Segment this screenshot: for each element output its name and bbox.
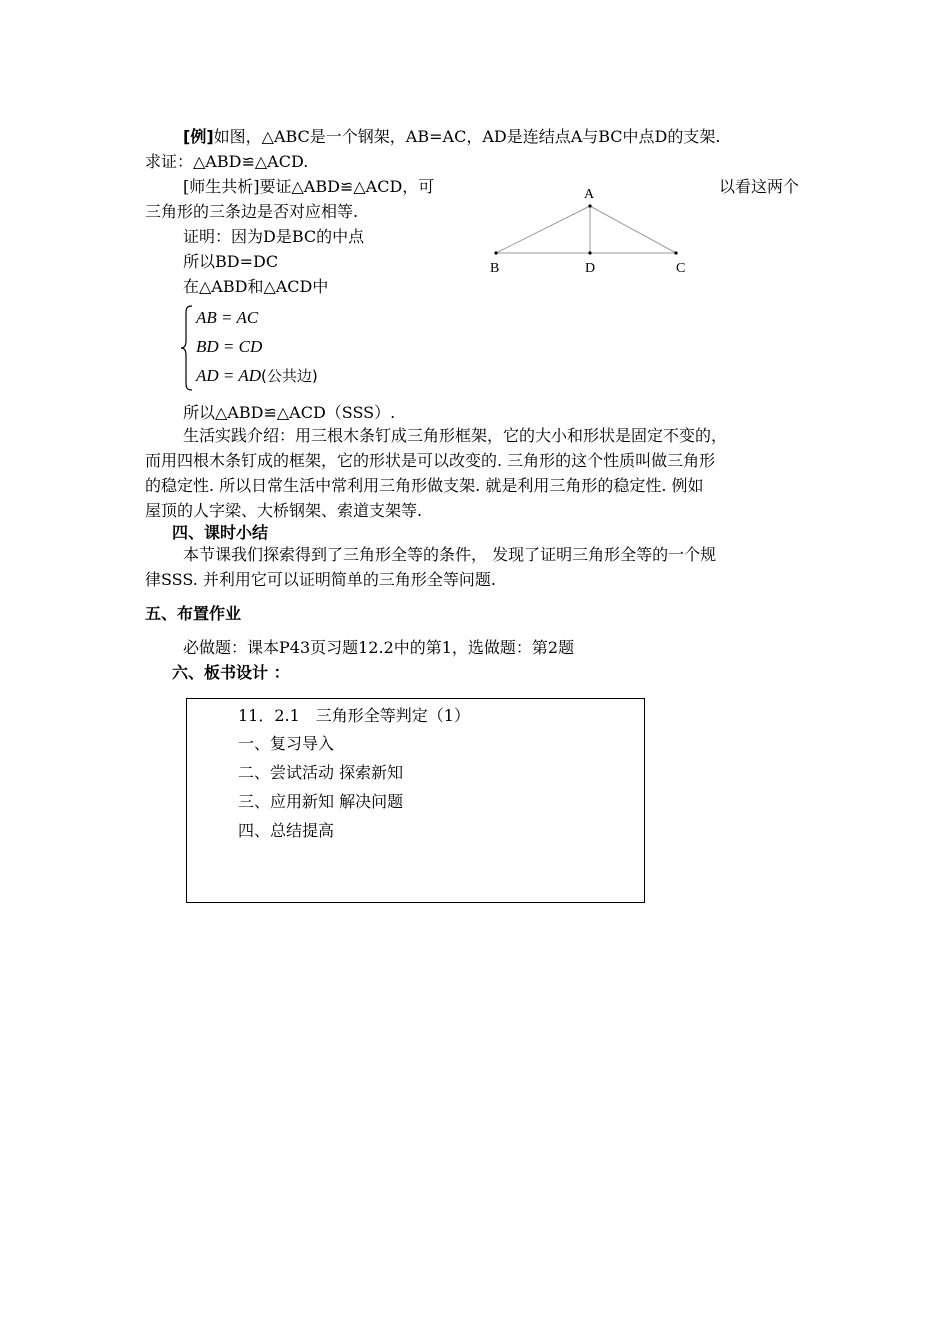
homework-text: 必做题：课本P43页习题12.2中的第1，选做题：第2题 [183, 638, 575, 657]
board-item: 一、复习导入 [238, 734, 335, 753]
proof-line-3: 在△ABD和△ACD中 [183, 277, 329, 296]
analysis-line-1-right: 以看这两个 [719, 177, 800, 196]
board-item: 三、应用新知 解决问题 [238, 792, 404, 811]
point-a [588, 204, 591, 207]
point-c [674, 251, 677, 254]
homework-heading: 五、布置作业 [145, 604, 242, 623]
eq3-lhs: AD [196, 366, 219, 385]
board-design-box [186, 698, 645, 903]
equation-2: BD = CD [196, 337, 263, 356]
equation-1: AB = AC [196, 308, 259, 327]
eq1-rhs: AC [236, 308, 259, 327]
point-b [494, 251, 497, 254]
board-heading: 六、板书设计 ： [172, 663, 290, 682]
practice-line-1: 生活实践介绍：用三根木条钉成三角形框架，它的大小和形状是固定不变的， [183, 426, 728, 445]
eq3-rhs: AD [238, 366, 262, 385]
analysis-line-2: 三角形的三条边是否对应相等. [145, 202, 359, 221]
example-line-2: 求证：△ABD≌△ACD. [145, 152, 309, 171]
side-ab [496, 206, 590, 253]
eq2-rhs: CD [238, 337, 263, 356]
proof-line-1: 证明：因为D是BC的中点 [183, 227, 365, 246]
proof-conclusion: 所以△ABD≌△ACD（SSS）. [183, 403, 396, 422]
label-c: C [676, 261, 686, 276]
left-brace [180, 305, 194, 391]
example-text: 如图，△ABC是一个钢架，AB=AC，AD是连结点A与BC中点D的支架. [213, 127, 721, 146]
eq3-note: (公共边) [261, 367, 318, 385]
point-d [588, 251, 591, 254]
example-tag: [例] [183, 127, 214, 146]
proof-line-2: 所以BD=DC [183, 252, 279, 271]
practice-line-2: 而用四根木条钉成的框架，它的形状是可以改变的. 三角形的这个性质叫做三角形 [145, 451, 716, 470]
summary-line-2: 律SSS. 并利用它可以证明简单的三角形全等问题. [145, 570, 497, 589]
example-line-1 [183, 127, 720, 147]
summary-heading: 四、课时小结 [172, 523, 269, 542]
label-d: D [585, 261, 596, 276]
eq2-lhs: BD [196, 337, 219, 356]
practice-line-4: 屋顶的人字梁、大桥钢架、索道支架等. [145, 501, 423, 520]
triangle-figure [484, 180, 694, 280]
label-a: A [584, 187, 595, 202]
board-item: 二、尝试活动 探索新知 [238, 763, 404, 782]
summary-line-1: 本节课我们探索得到了三角形全等的条件， 发现了证明三角形全等的一个规 [183, 545, 717, 564]
side-ac [590, 206, 676, 253]
board-title: 11．2.1 三角形全等判定（1） [238, 706, 470, 725]
label-b: B [490, 261, 500, 276]
practice-line-3: 的稳定性. 所以日常生活中常利用三角形做支架. 就是利用三角形的稳定性. 例如 [145, 476, 704, 495]
analysis-line-1: [师生共析]要证△ABD≌△ACD，可 [183, 177, 435, 196]
eq1-lhs: AB [196, 308, 217, 327]
board-item: 四、总结提高 [238, 821, 335, 840]
equation-3: AD = AD(公共边) [196, 366, 318, 385]
